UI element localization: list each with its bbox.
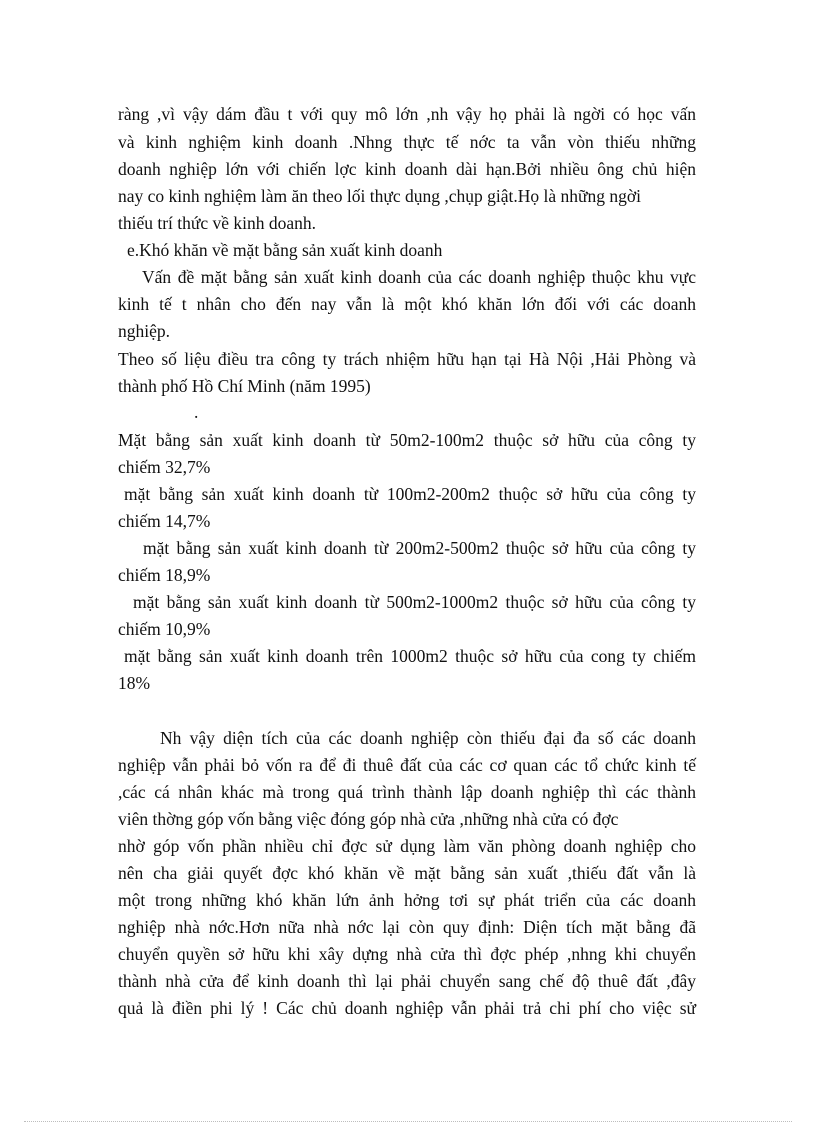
list-item: 18% (118, 673, 151, 693)
text-line: nghiệp. (118, 321, 171, 341)
text-line: một trong những khó khăn lứn ảnh hởng tơi sự phát triển của các doanh (118, 890, 696, 910)
text-line: chuyển quyền sở hữu khi xây dựng nhà cửa thì đợc phép ,nhng khi chuyển (118, 944, 696, 964)
list-item: chiếm 32,7% (118, 457, 211, 477)
text-line: Nh vậy diện tích của các doanh nghiệp còn thiếu đại đa số các doanh (160, 728, 696, 748)
text-line: nghiệp vẫn phải bỏ vốn ra để đi thuê đất của các cơ quan các tổ chức kinh tế (118, 755, 696, 775)
list-item: chiếm 10,9% (118, 619, 211, 639)
list-item: chiếm 18,9% (118, 565, 211, 585)
list-item: mặt bằng sản xuất kinh doanh từ 100m2-200m2 thuộc sở hữu của công ty (124, 484, 696, 504)
text-line: doanh nghiệp lớn với chiến lợc kinh doanh dài hạn.Bởi nhiều ông chủ hiện (118, 159, 696, 179)
text-line: thiếu trí thức về kinh doanh. (118, 213, 317, 233)
text-line: nhờ góp vốn phần nhiều chỉ đợc sử dụng làm văn phòng doanh nghiệp cho (118, 836, 696, 856)
text-line: và kinh nghiệm kinh doanh .Nhng thực tế nớc ta vẫn vòn thiếu những (118, 132, 696, 152)
list-item: Mặt bằng sản xuất kinh doanh từ 50m2-100m2 thuộc sở hữu của công ty (118, 430, 696, 450)
text-line: . (194, 402, 199, 422)
section-heading: e.Khó khăn về mặt bằng sản xuất kinh doanh (127, 240, 443, 260)
text-line: ,các cá nhân khác mà trong quá trình thành lập doanh nghiệp thì các thành (118, 782, 696, 802)
text-line: Theo số liệu điều tra công ty trách nhiệm hữu hạn tại Hà Nội ,Hải Phòng và (118, 349, 696, 369)
page-bottom-rule (24, 1121, 792, 1122)
text-line: kinh tế t nhân cho đến nay vẫn là một khó khăn lớn đối với các doanh (118, 294, 696, 314)
list-item: mặt bằng sản xuất kinh doanh trên 1000m2 thuộc sở hữu của cong ty chiếm (124, 646, 696, 666)
text-line: nghiệp nhà nớc.Hơn nữa nhà nớc lại còn quy định: Diện tích mặt bằng đã (118, 917, 696, 937)
list-item: mặt bằng sản xuất kinh doanh từ 500m2-1000m2 thuộc sở hữu của công ty (133, 592, 696, 612)
text-line: nên cha giải quyết đợc khó khăn về mặt bằng sản xuất ,thiếu đất vẫn là (118, 863, 696, 883)
text-line: nay co kinh nghiệm làm ăn theo lối thực dụng ,chụp giật.Họ là những ngời (118, 186, 641, 206)
text-line: thành phố Hồ Chí Minh (năm 1995) (118, 376, 371, 396)
text-line: thành nhà cửa để kinh doanh thì lại phải chuyển sang chế độ thuê đất ,đây (118, 971, 696, 991)
list-item: chiếm 14,7% (118, 511, 211, 531)
text-line: ràng ,vì vậy dám đầu t với quy mô lớn ,nh vậy họ phải là ngời có học vấn (118, 104, 696, 124)
text-line: viên thờng góp vốn bằng việc đóng góp nhà cửa ,những nhà cửa có đợc (118, 809, 619, 829)
text-line: quả là điền phi lý ! Các chủ doanh nghiệp vẫn phải trả chi phí cho việc sử (118, 998, 696, 1018)
text-line: Vấn đề mặt bằng sản xuất kinh doanh của các doanh nghiệp thuộc khu vực (142, 267, 696, 287)
list-item: mặt bằng sản xuất kinh doanh từ 200m2-500m2 thuộc sở hữu của công ty (143, 538, 696, 558)
